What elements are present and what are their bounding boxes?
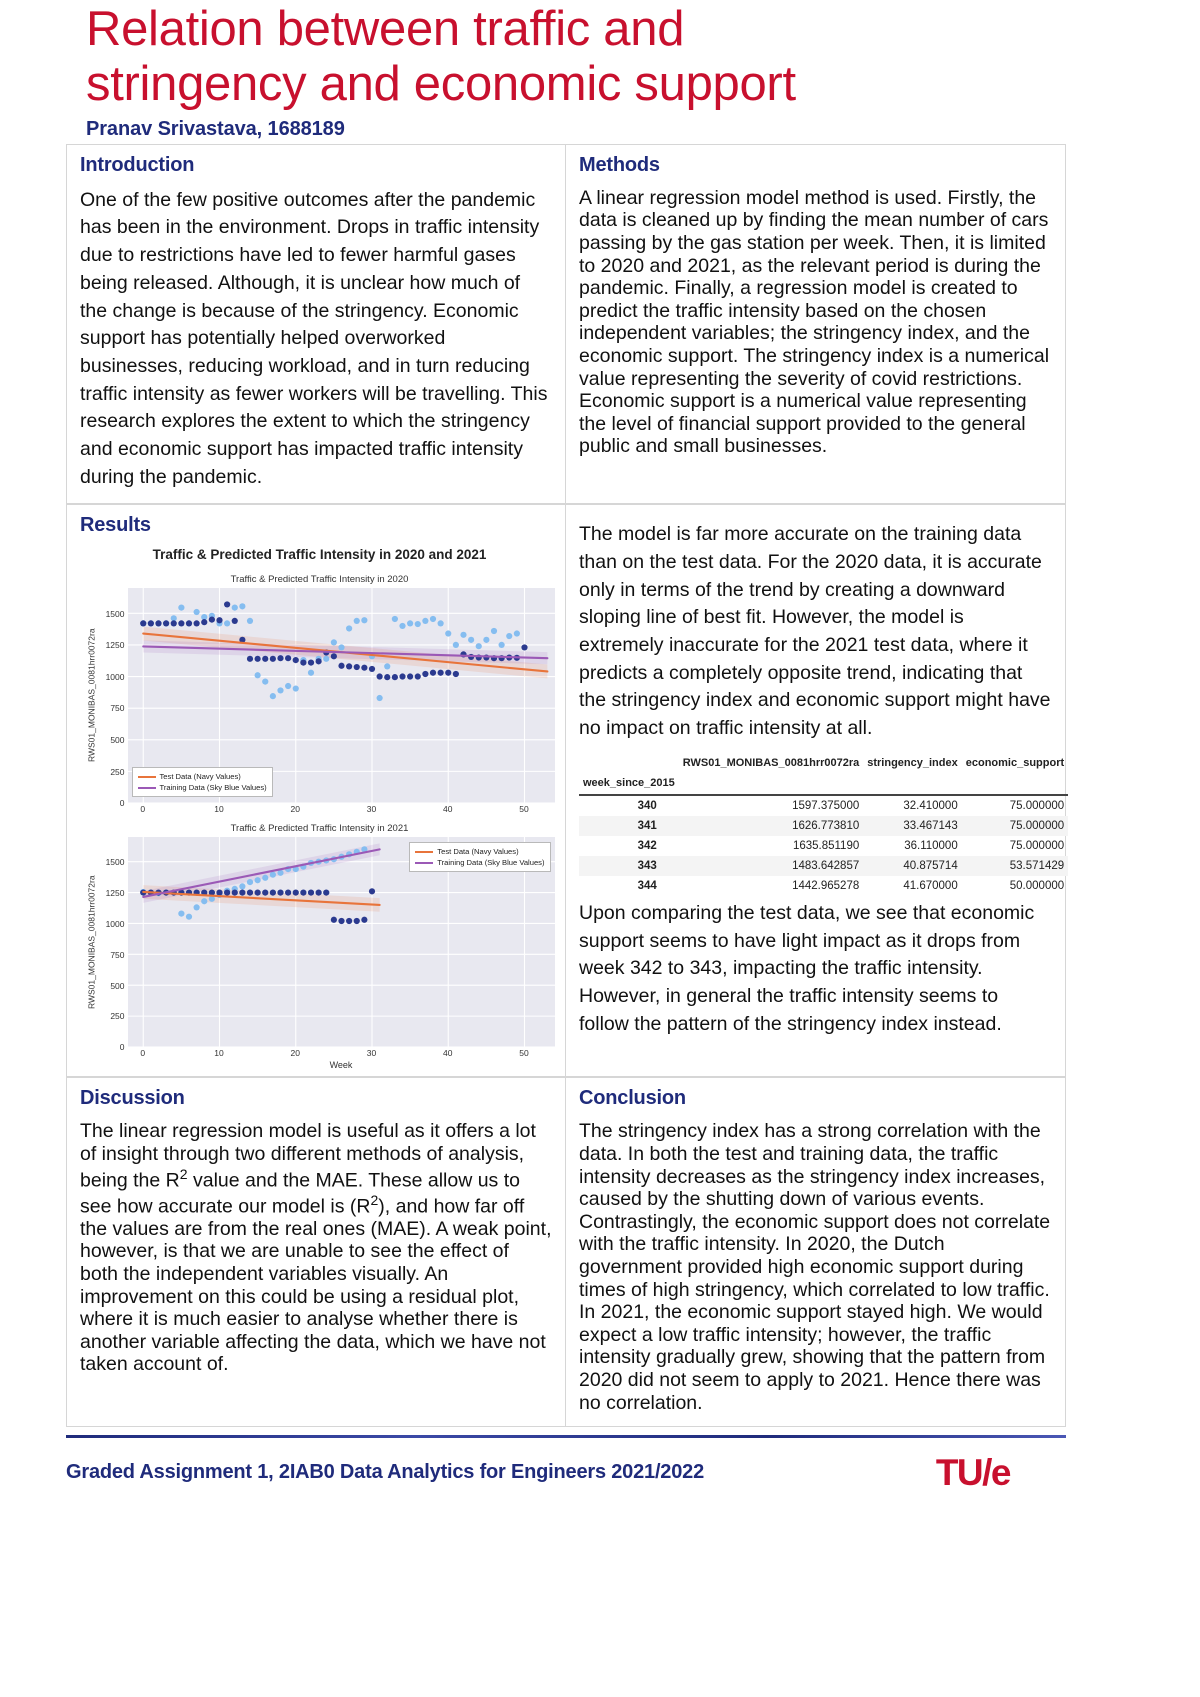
table-cell-value: 53.571429 [1009,859,1065,872]
chart-2021 [85,823,555,1070]
content-grid [66,144,1066,1427]
x-axis-tick: 10 [214,1048,224,1059]
chart-2020-ylabel: RWS01_MONIBAS_0081hrr0072ra [86,629,96,763]
chart-2020-plot-area [128,588,555,803]
discussion-sup-1: 2 [179,1165,188,1182]
legend-label: Test Data (Navy Values) [159,772,241,782]
author-line: Pranav Srivastava, 1688189 [86,117,345,140]
table-row [579,816,1068,836]
results-heading: Results [80,514,151,537]
legend-item [138,771,267,782]
chart-2021-plot-area [128,837,555,1047]
title-line-2: stringency and economic support [86,56,796,111]
y-axis-tick: 500 [110,735,125,746]
conclusion-text: The stringency index has a strong correlation with the data. In both the test and training data, the traffic intensity decreases as the stringency index increases, caused by the shutting down of various events. Contrastingly, the economic support does not correlate with the traffic intensity. In 2020, the Dutch government provided high economic support during times of high stringency, which correlated to low traffic. In 2021, the economic support stayed high. We would expect a low traffic intensity; however, the traffic intensity gradually grew, showing that the pattern from 2020 did not seem to apply to 2021. Hence there was no correlation. [579,1120,1051,1414]
x-axis-tick: 30 [366,1048,377,1059]
table-cell-value: 50.000000 [1009,879,1065,892]
discussion-text [80,1120,552,1376]
legend-swatch-icon [138,776,156,778]
table-cell-index: 341 [637,819,657,832]
data-table-index-header: week_since_2015 [583,776,675,789]
introduction-text: One of the few positive outcomes after the pandemic has been in the environment. Drops in traffic intensity due to restrictions have led to fewer harmful gases being released. Although, it is unclear how much of the change is because of the stringency. Economic support has potentially helped overworked businesses, reducing workload, and in turn reducing traffic intensity as fewer workers will be travelling. This research explores the extent to which the stringency and economic support has impacted traffic intensity during the pandemic. [80,188,548,488]
title-line-1: Relation between traffic and [86,2,685,56]
chart-2021-xticks [128,1047,555,1061]
figure-title: Traffic & Predicted Traffic Intensity in 2020 and 2021 [152,547,487,563]
chart-2021-subtitle: Traffic & Predicted Traffic Intensity in 2021 [230,823,409,835]
data-table-col-economic: economic_support [965,756,1065,769]
y-axis-tick: 0 [119,798,125,809]
results-paragraph-1: The model is far more accurate on the training data than on the test data. For the 2020 data, it is accurate only in terms of the trend by creating a downward sloping line of best fit. However, the model is extremely inaccurate for the 2021 test data, where it predicts a completely opposite trend, indicating that the stringency index and economic support might have no impact on traffic intensity at all. [579,523,1051,740]
chart-2021-ylabel: RWS01_MONIBAS_0081hrr0072ra [86,875,96,1010]
footer [66,1438,1076,1494]
x-axis-tick: 10 [214,804,224,815]
data-table-body [579,795,1068,896]
table-cell-index: 343 [637,859,657,872]
results-row [66,504,1066,1077]
chart-2021-legend [409,842,550,872]
table-cell-value: 33.467143 [903,819,958,832]
x-axis-tick: 50 [519,1048,529,1059]
x-axis-tick: 40 [443,1048,453,1059]
table-cell-value: 75.000000 [1009,819,1065,832]
y-axis-tick: 250 [110,1011,125,1022]
data-table-head [579,753,1068,795]
section-methods [566,144,1066,505]
section-results-text [566,504,1066,1077]
table-cell-value: 75.000000 [1009,799,1065,812]
x-axis-tick: 50 [519,804,529,815]
legend-item [138,782,267,793]
section-introduction [66,144,566,505]
legend-label: Training Data (Sky Blue Values) [159,783,267,793]
y-axis-tick: 1500 [105,608,125,619]
y-axis-tick: 750 [110,703,125,714]
discussion-conclusion-row [66,1077,1066,1427]
legend-swatch-icon [415,862,433,864]
y-axis-tick: 500 [110,980,125,991]
data-table-col-spacer [579,753,679,773]
table-cell-index: 342 [637,839,657,852]
legend-label: Training Data (Sky Blue Values) [437,858,545,868]
table-cell-value: 1483.642857 [792,859,860,872]
data-table-col-header-row [579,753,1068,773]
legend-swatch-icon [138,787,156,789]
discussion-part-3: ), and how far off the values are from the real ones (MAE). A weak point, however, is that we are unable to see the effect of both the independent variables visually. An improvement on this could be using a residual plot, where it is much easier to analyse whether there is another variable affecting the data, which we have not taken account of. [80,1195,552,1376]
legend-item [415,846,544,857]
discussion-part-2: value and the MAE. These allow us to see how accurate our model is (R [80,1169,520,1218]
table-row [579,795,1068,816]
y-axis-tick: 1500 [105,857,125,868]
table-cell-value: 1597.375000 [792,799,860,812]
chart-2021-xlabel: Week [329,1060,353,1071]
chart-2020-yaxis [98,588,128,809]
y-axis-tick: 1000 [105,918,125,929]
table-cell-value: 41.670000 [903,879,958,892]
chart-2021-yaxis [98,837,128,1053]
legend-item [415,857,544,868]
title-block [0,0,1200,141]
x-axis-tick: 20 [290,1048,300,1059]
data-table-col-traffic: RWS01_MONIBAS_0081hrr0072ra [682,756,860,769]
data-table-col-stringency: stringency_index [867,756,958,769]
table-cell-value: 1635.851190 [792,839,860,852]
y-axis-tick: 1250 [105,640,125,651]
section-conclusion [566,1077,1066,1427]
tue-logo: TU/e [935,1452,1010,1494]
chart-2020-legend [132,767,273,797]
intro-methods-row [66,144,1066,505]
idx-spacer-1 [679,773,864,793]
discussion-sup-2: 2 [370,1191,379,1208]
methods-heading: Methods [579,153,660,176]
results-figure [85,547,555,1070]
chart-2020 [85,574,555,817]
y-axis-tick: 250 [110,766,125,777]
results-paragraph-2: Upon comparing the test data, we see that economic support seems to have light impact as it drops from week 342 to 343, impacting the traffic intensity. However, in general the traffic intensity seems to follow the pattern of the stringency index instead. [579,901,1035,1035]
data-table [579,753,1068,896]
table-row [579,876,1068,896]
table-cell-value: 36.110000 [904,839,958,852]
table-row [579,836,1068,856]
y-axis-tick: 750 [110,949,125,960]
legend-label: Test Data (Navy Values) [437,847,519,857]
page-title [86,0,1200,112]
table-cell-index: 340 [637,799,657,812]
y-axis-tick: 0 [119,1042,125,1053]
introduction-heading: Introduction [80,153,195,176]
x-axis-tick: 0 [140,1048,146,1059]
idx-spacer-2 [863,773,961,793]
legend-swatch-icon [415,851,433,853]
data-table-index-header-row [579,773,1068,793]
x-axis-tick: 30 [366,804,377,815]
y-axis-tick: 1000 [105,671,125,682]
conclusion-heading: Conclusion [579,1087,686,1110]
idx-spacer-3 [962,773,1068,793]
discussion-part-1: The linear regression model is useful as it offers a lot of insight through two different methods of analysis, being the R [80,1120,536,1192]
table-cell-value: 40.875714 [903,859,958,872]
table-cell-value: 32.410000 [903,799,958,812]
chart-2020-xticks [128,803,555,817]
methods-text: A linear regression model method is used. Firstly, the data is cleaned up by finding the mean number of cars passing by the gas station per week. Then, it is limited to 2020 and 2021, as the relevant period is during the pandemic. Finally, a regression model is created to predict the traffic intensity based on the chosen independent variables; the stringency index, and the economic support. The stringency index is a numerical value representing the severity of covid restrictions. Economic support is a numerical value representing the level of financial support provided to the general public and small businesses. [579,186,1050,458]
table-row [579,856,1068,876]
discussion-heading: Discussion [80,1087,185,1110]
section-results-figure [66,504,566,1077]
footer-text: Graded Assignment 1, 2IAB0 Data Analytics for Engineers 2021/2022 [66,1461,704,1484]
table-cell-value: 1626.773810 [792,819,860,832]
chart-2020-subtitle: Traffic & Predicted Traffic Intensity in 2020 [230,574,409,586]
table-cell-index: 344 [637,879,657,892]
x-axis-tick: 40 [443,804,453,815]
x-axis-tick: 0 [140,804,146,815]
table-cell-value: 1442.965278 [792,879,860,892]
table-cell-value: 75.000000 [1009,839,1065,852]
x-axis-tick: 20 [290,804,300,815]
section-discussion [66,1077,566,1427]
y-axis-tick: 1250 [105,887,125,898]
